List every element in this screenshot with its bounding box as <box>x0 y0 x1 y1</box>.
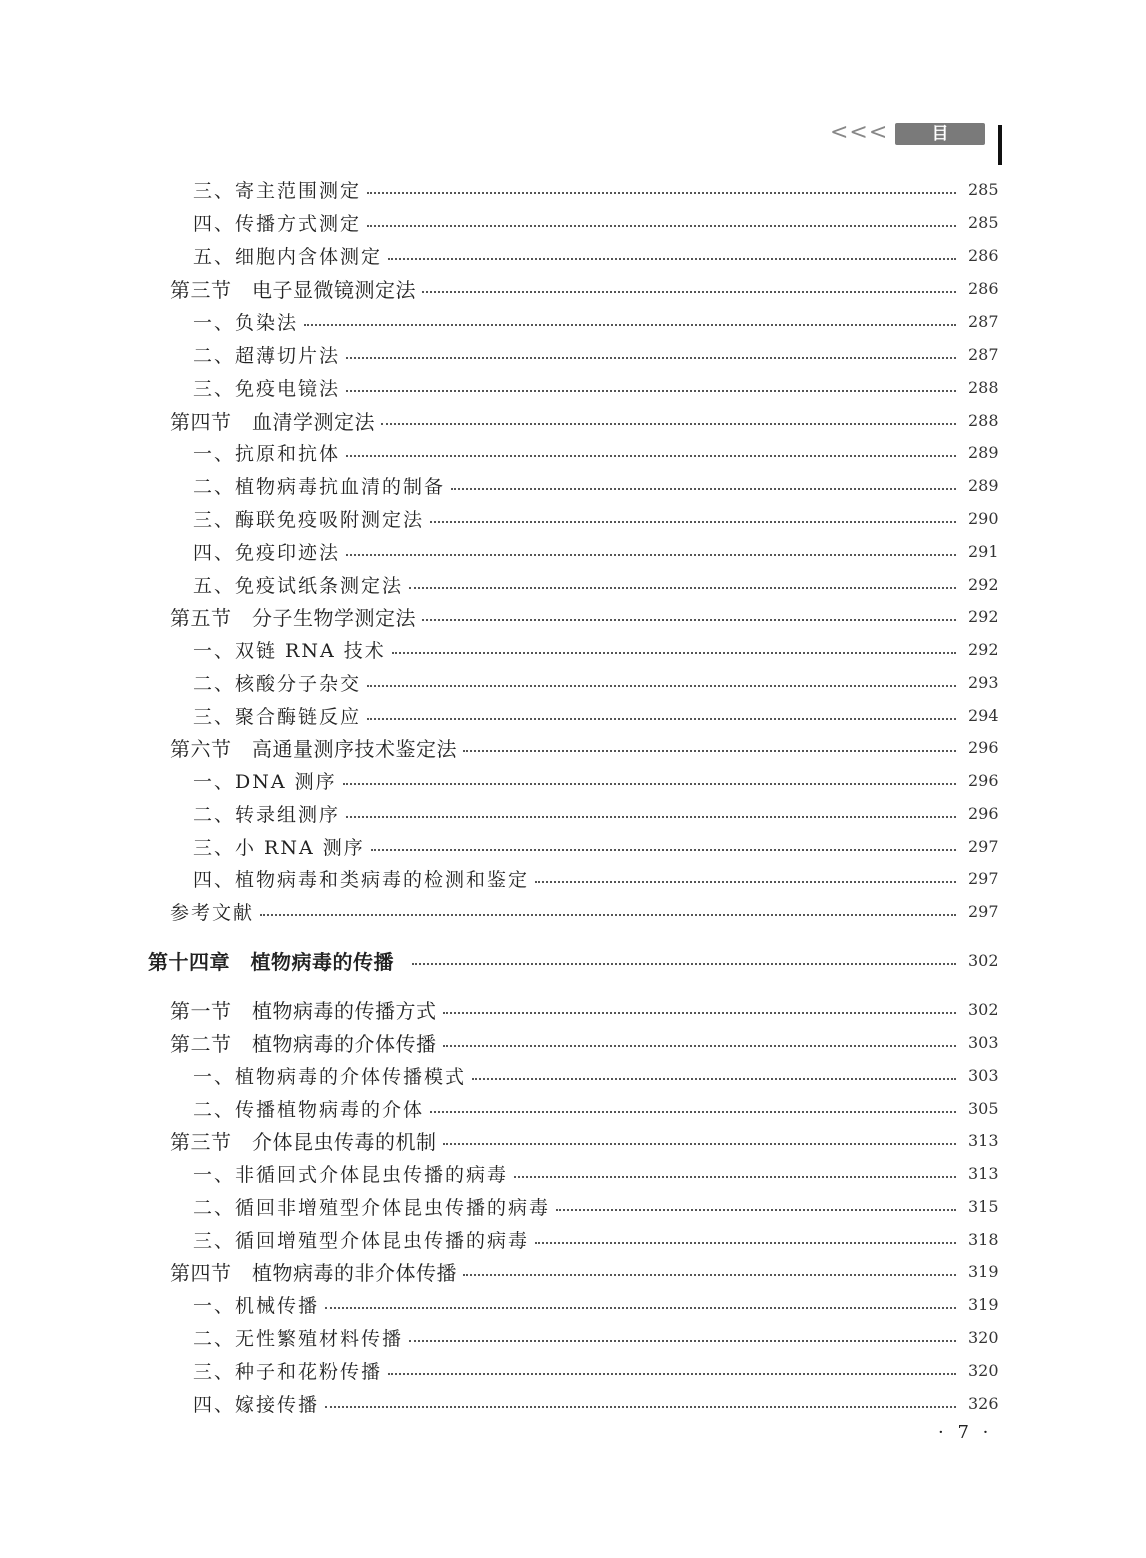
toc-entry-page: 287 <box>968 311 999 331</box>
toc-section[interactable] <box>0 405 998 435</box>
toc-entry-page: 292 <box>968 574 999 594</box>
toc-entry[interactable] <box>0 207 998 237</box>
toc-entry-page: 319 <box>968 1261 999 1281</box>
toc-entry[interactable] <box>0 700 998 730</box>
toc-entry-page: 313 <box>968 1130 999 1150</box>
toc-entry-label: 第三节 电子显微镜测定法 <box>170 277 416 302</box>
dot-leader <box>430 521 956 523</box>
dot-leader <box>392 652 956 654</box>
toc-entry[interactable] <box>0 765 998 795</box>
toc-entry-page: 318 <box>968 1229 999 1249</box>
toc-entry-label: 三、酶联免疫吸附测定法 <box>193 508 425 531</box>
toc-section[interactable] <box>0 1027 998 1057</box>
dot-leader <box>346 357 956 359</box>
dot-leader <box>409 587 956 589</box>
toc-entry[interactable] <box>0 240 998 270</box>
dot-leader <box>346 554 956 556</box>
toc-entry-page: 287 <box>968 344 999 364</box>
toc-entry-label: 二、转录组测序 <box>193 803 341 826</box>
dot-leader <box>535 881 956 883</box>
dot-leader <box>260 914 956 916</box>
dot-leader <box>381 423 956 425</box>
toc-chapter[interactable] <box>0 945 998 975</box>
toc-entry-label: 三、种子和花粉传播 <box>193 1360 383 1383</box>
dot-leader <box>443 1143 957 1145</box>
toc-entry-page: 285 <box>968 212 999 232</box>
toc-entry[interactable] <box>0 831 998 861</box>
dot-leader <box>388 258 956 260</box>
dot-leader <box>463 750 956 752</box>
toc-entry-page: 288 <box>968 410 999 430</box>
toc-entry-label: 三、寄主范围测定 <box>193 179 362 202</box>
toc-entry-label: 第四节 血清学测定法 <box>170 409 375 434</box>
toc-section[interactable] <box>0 601 998 631</box>
toc-entry-page: 320 <box>968 1327 999 1347</box>
toc-entry[interactable] <box>0 339 998 369</box>
toc-entry[interactable] <box>0 1355 998 1385</box>
toc-entry-label: 一、抗原和抗体 <box>193 442 341 465</box>
toc-entry[interactable] <box>0 863 998 893</box>
toc-entry-label: 四、植物病毒和类病毒的检测和鉴定 <box>193 868 530 891</box>
toc-entry-label: 一、负染法 <box>193 311 299 334</box>
toc-entry-page: 303 <box>968 1065 999 1085</box>
toc-entry-page: 302 <box>968 999 999 1019</box>
dot-leader <box>422 291 956 293</box>
toc-entry-page: 302 <box>968 950 999 970</box>
toc-entry[interactable] <box>0 1224 998 1254</box>
toc-entry[interactable] <box>0 306 998 336</box>
dot-leader <box>346 390 956 392</box>
dot-leader <box>412 963 956 965</box>
toc-entry-label: 一、机械传播 <box>193 1294 320 1317</box>
dot-leader <box>388 1373 956 1375</box>
toc-entry-page: 319 <box>968 1294 999 1314</box>
dot-leader <box>367 718 956 720</box>
dot-leader <box>451 488 956 490</box>
toc-entry-page: 289 <box>968 475 999 495</box>
dot-leader <box>514 1176 956 1178</box>
toc-entry-page: 305 <box>968 1098 999 1118</box>
dot-leader <box>556 1209 956 1211</box>
dot-leader <box>304 324 956 326</box>
dot-leader <box>443 1012 957 1014</box>
toc-entry[interactable] <box>0 667 998 697</box>
dot-leader <box>472 1078 956 1080</box>
header-badge: 目 录 <box>895 123 985 145</box>
toc-entry-page: 286 <box>968 245 999 265</box>
toc-section[interactable] <box>0 1125 998 1155</box>
toc-entry-page: 286 <box>968 278 999 298</box>
toc-entry[interactable] <box>0 1388 998 1418</box>
toc-entry-label: 第二节 植物病毒的介体传播 <box>170 1031 437 1056</box>
dot-leader <box>535 1242 956 1244</box>
toc-entry-label: 第五节 分子生物学测定法 <box>170 605 416 630</box>
toc-entry-label: 五、细胞内含体测定 <box>193 245 383 268</box>
dot-leader <box>430 1111 956 1113</box>
toc-entry-label: 第一节 植物病毒的传播方式 <box>170 998 437 1023</box>
toc-entry-label: 第三节 介体昆虫传毒的机制 <box>170 1129 437 1154</box>
toc-entry[interactable] <box>0 372 998 402</box>
toc-entry-label: 一、DNA 测序 <box>193 770 337 793</box>
dot-leader <box>409 1340 956 1342</box>
toc-entry-page: 320 <box>968 1360 999 1380</box>
toc-entry[interactable] <box>0 1060 998 1090</box>
dot-leader <box>367 225 956 227</box>
toc-section[interactable] <box>0 732 998 762</box>
toc-entry-label: 一、植物病毒的介体传播模式 <box>193 1065 467 1088</box>
toc-entry-page: 296 <box>968 737 999 757</box>
toc-entry-label: 第六节 高通量测序技术鉴定法 <box>170 736 457 761</box>
toc-entry-label: 二、核酸分子杂交 <box>193 672 362 695</box>
toc-entry-label: 五、免疫试纸条测定法 <box>193 574 404 597</box>
toc-entry[interactable] <box>0 1322 998 1352</box>
toc-entry-label: 二、植物病毒抗血清的制备 <box>193 475 446 498</box>
toc-entry-label: 四、嫁接传播 <box>193 1393 320 1416</box>
page-number: · 7 · <box>938 1422 993 1443</box>
toc-entry[interactable] <box>0 1093 998 1123</box>
toc-entry-page: 313 <box>968 1163 999 1183</box>
toc-entry-label: 三、循回增殖型介体昆虫传播的病毒 <box>193 1229 530 1252</box>
toc-entry-label: 二、传播植物病毒的介体 <box>193 1098 425 1121</box>
toc-entry-label: 四、免疫印迹法 <box>193 541 341 564</box>
dot-leader <box>367 685 956 687</box>
toc-entry-label: 四、传播方式测定 <box>193 212 362 235</box>
toc-entry[interactable] <box>0 503 998 533</box>
toc-entry-page: 289 <box>968 442 999 462</box>
dot-leader <box>325 1307 956 1309</box>
toc-entry-page: 293 <box>968 672 999 692</box>
toc-entry-page: 294 <box>968 705 999 725</box>
toc-entry-label: 二、无性繁殖材料传播 <box>193 1327 404 1350</box>
dot-leader <box>346 816 956 818</box>
toc-entry-label: 一、双链 RNA 技术 <box>193 639 386 662</box>
toc-entry-label: 三、小 RNA 测序 <box>193 836 365 859</box>
toc-entry[interactable] <box>0 1158 998 1188</box>
toc-entry-page: 285 <box>968 179 999 199</box>
toc-entry-page: 297 <box>968 868 999 888</box>
header-bar <box>998 125 1002 165</box>
toc-section[interactable] <box>0 1256 998 1286</box>
dot-leader <box>422 619 956 621</box>
toc-entry[interactable] <box>0 536 998 566</box>
dot-leader <box>346 455 956 457</box>
dot-leader <box>343 783 956 785</box>
toc-entry[interactable] <box>0 1289 998 1319</box>
toc-entry[interactable] <box>0 896 998 926</box>
toc-entry-label: 三、聚合酶链反应 <box>193 705 362 728</box>
toc-entry-page: 297 <box>968 836 999 856</box>
toc-entry-page: 291 <box>968 541 999 561</box>
toc-section[interactable] <box>0 273 998 303</box>
toc-entry-page: 297 <box>968 901 999 921</box>
toc-entry-label: 第四节 植物病毒的非介体传播 <box>170 1260 457 1285</box>
dot-leader <box>463 1274 956 1276</box>
dot-leader <box>443 1045 957 1047</box>
toc-entry-page: 292 <box>968 639 999 659</box>
header-arrows: <<< <box>830 120 889 145</box>
toc-entry[interactable] <box>0 174 998 204</box>
toc-entry[interactable] <box>0 634 998 664</box>
toc-entry-page: 296 <box>968 770 999 790</box>
toc-entry-page: 292 <box>968 606 999 626</box>
dot-leader <box>325 1406 956 1408</box>
toc-entry-page: 290 <box>968 508 999 528</box>
toc-section[interactable] <box>0 994 998 1024</box>
dot-leader <box>367 192 956 194</box>
toc-entry-page: 288 <box>968 377 999 397</box>
toc-entry-page: 315 <box>968 1196 999 1216</box>
toc-entry-label: 参考文献 <box>170 901 255 924</box>
toc-entry-page: 296 <box>968 803 999 823</box>
toc-entry-label: 第十四章 植物病毒的传播 <box>148 949 394 974</box>
toc-entry-label: 二、超薄切片法 <box>193 344 341 367</box>
toc-entry-label: 一、非循回式介体昆虫传播的病毒 <box>193 1163 509 1186</box>
dot-leader <box>371 849 956 851</box>
toc-entry-label: 三、免疫电镜法 <box>193 377 341 400</box>
toc-entry[interactable] <box>0 1191 998 1221</box>
toc-entry[interactable] <box>0 569 998 599</box>
toc-entry[interactable] <box>0 437 998 467</box>
toc-entry-label: 二、循回非增殖型介体昆虫传播的病毒 <box>193 1196 551 1219</box>
toc-entry-page: 303 <box>968 1032 999 1052</box>
toc-entry[interactable] <box>0 798 998 828</box>
toc-entry[interactable] <box>0 470 998 500</box>
toc-entry-page: 326 <box>968 1393 999 1413</box>
